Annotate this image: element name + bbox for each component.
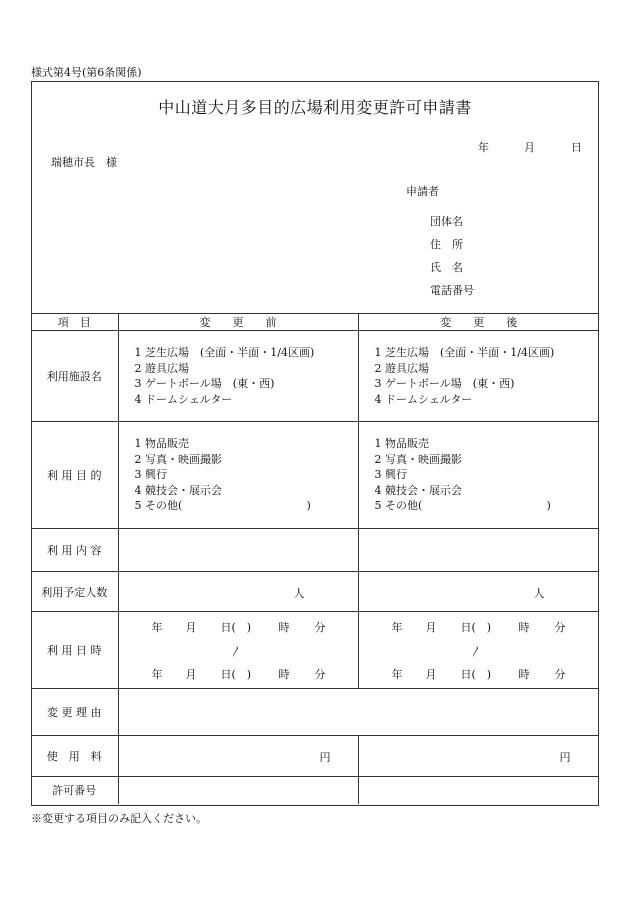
dt-year: 年 [151, 668, 163, 681]
purpose-option: 2 写真・映画撮影 [374, 452, 462, 466]
purpose-option: 1 物品販売 [374, 437, 429, 451]
dt-month: 月 [185, 668, 197, 681]
purpose-after[interactable] [358, 422, 599, 529]
purpose-other-close: ) [546, 499, 551, 513]
reason-label: 変 更 理 由 [31, 689, 118, 736]
facility-option: 1 芝生広場 (全面・半面・1/4区画) [134, 346, 315, 359]
dt-hour: 時 [518, 621, 530, 634]
dt-year: 年 [391, 668, 403, 681]
dt-day: 日( ) [220, 668, 252, 681]
reason-field[interactable] [118, 689, 599, 736]
facility-option: 4 ドームシェルター [374, 392, 473, 406]
facility-before[interactable] [118, 331, 358, 422]
header-item: 項 目 [31, 314, 118, 331]
permit-before[interactable] [118, 777, 358, 804]
people-unit: 人 [533, 587, 545, 600]
permit-label: 許可番号 [31, 777, 118, 804]
applicant-heading: 申請者 [406, 185, 439, 198]
purpose-before[interactable] [118, 422, 358, 529]
facility-after[interactable] [358, 331, 599, 422]
facility-option: 3 ゲートボール場 (東・西) [374, 377, 515, 390]
dt-minute: 分 [554, 621, 566, 634]
facility-label: 利用施設名 [31, 331, 118, 422]
facility-option: 2 遊具広場 [374, 361, 429, 375]
dt-day: 日( ) [460, 668, 492, 681]
form-id: 様式第4号(第6条関係) [31, 66, 142, 79]
content-before[interactable] [118, 529, 358, 572]
footnote: ※変更する項目のみ記入ください。 [31, 812, 207, 825]
fee-unit: 円 [559, 751, 571, 764]
dt-month: 月 [185, 621, 197, 634]
fee-row [31, 736, 599, 777]
datetime-after[interactable] [358, 612, 599, 689]
purpose-option-other [375, 498, 600, 514]
facility-option: 1 芝生広場 (全面・半面・1/4区画) [374, 346, 555, 359]
change-table-wrapper [31, 313, 599, 804]
purpose-option: 4 競技会・展示会 [134, 483, 222, 497]
fee-label: 使 用 料 [31, 736, 118, 777]
dt-minute: 分 [554, 668, 566, 681]
date-month: 月 [524, 141, 535, 154]
purpose-row [31, 422, 599, 529]
dt-tilde: 〳 [230, 645, 242, 658]
dt-hour: 時 [278, 621, 290, 634]
addressee: 瑞穂市長 様 [51, 156, 117, 169]
facility-row [31, 331, 599, 422]
facility-option: 4 ドームシェルター [134, 392, 233, 406]
header-after: 変 更 後 [358, 314, 599, 331]
content-after[interactable] [358, 529, 599, 572]
purpose-option-other [135, 498, 358, 514]
purpose-option: 1 物品販売 [134, 437, 189, 451]
datetime-before[interactable] [118, 612, 358, 689]
applicant-group-name-label: 団体名 [430, 215, 463, 228]
dt-month: 月 [425, 668, 437, 681]
reason-row [31, 689, 599, 736]
dt-minute: 分 [314, 621, 326, 634]
purpose-other-open: 5 その他( [374, 499, 423, 513]
change-table [31, 313, 599, 804]
dt-year: 年 [391, 621, 403, 634]
purpose-other-close: ) [306, 499, 311, 513]
fee-unit: 円 [319, 751, 331, 764]
people-unit: 人 [293, 587, 305, 600]
dt-year: 年 [151, 621, 163, 634]
fee-before[interactable] [118, 736, 358, 777]
people-row [31, 572, 599, 612]
people-before[interactable] [118, 572, 358, 612]
content-label: 利 用 内 容 [31, 529, 118, 572]
fee-after[interactable] [358, 736, 599, 777]
dt-hour: 時 [278, 668, 290, 681]
datetime-row [31, 612, 599, 689]
content-row [31, 529, 599, 572]
dt-day: 日( ) [220, 621, 252, 634]
dt-hour: 時 [518, 668, 530, 681]
purpose-label: 利 用 目 的 [31, 422, 118, 529]
date-day: 日 [571, 141, 582, 154]
form-title: 中山道大月多目的広場利用変更許可申請書 [158, 98, 472, 117]
purpose-option: 4 競技会・展示会 [374, 483, 462, 497]
applicant-address-label: 住 所 [430, 238, 463, 251]
date-year: 年 [478, 141, 489, 154]
header-before: 変 更 前 [118, 314, 358, 331]
facility-option: 2 遊具広場 [134, 361, 189, 375]
applicant-name-label: 氏 名 [430, 261, 463, 274]
people-after[interactable] [358, 572, 599, 612]
dt-day: 日( ) [460, 621, 492, 634]
purpose-other-open: 5 その他( [134, 499, 183, 513]
people-label: 利用予定人数 [31, 572, 118, 612]
table-header-row [31, 314, 599, 331]
dt-minute: 分 [314, 668, 326, 681]
purpose-option: 2 写真・映画撮影 [134, 452, 222, 466]
dt-month: 月 [425, 621, 437, 634]
permit-row [31, 777, 599, 804]
facility-option: 3 ゲートボール場 (東・西) [134, 377, 275, 390]
permit-after[interactable] [358, 777, 599, 804]
dt-tilde: 〳 [470, 645, 482, 658]
purpose-option: 3 興行 [134, 468, 167, 482]
datetime-label: 利 用 日 時 [31, 612, 118, 689]
applicant-phone-label: 電話番号 [430, 284, 474, 297]
purpose-option: 3 興行 [374, 468, 407, 482]
